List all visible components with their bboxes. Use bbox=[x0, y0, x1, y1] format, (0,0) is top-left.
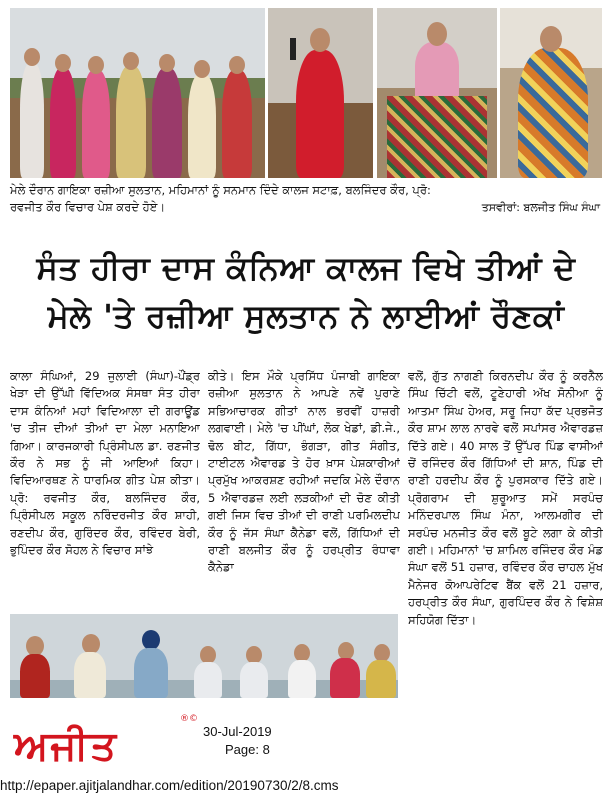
caption-line-2: ਰਵਜੀਤ ਕੌਰ ਵਿਚਾਰ ਪੇਸ਼ ਕਰਦੇ ਹੋਏ। bbox=[10, 200, 166, 214]
photo-woman-in-phulkari bbox=[500, 8, 602, 178]
article-column-1 bbox=[10, 368, 200, 610]
edition-date: 30-Jul-2019 bbox=[203, 724, 272, 739]
headline-line-1: ਸੰਤ ਹੀਰਾ ਦਾਸ ਕੰਨਿਆ ਕਾਲਜ ਵਿਖੇ ਤੀਆਂ ਦੇ bbox=[36, 249, 576, 287]
ajit-logo: ਅਜੀਤ bbox=[14, 722, 119, 769]
headline bbox=[10, 244, 602, 340]
registered-mark: ®© bbox=[180, 714, 198, 724]
page-number: Page: 8 bbox=[225, 742, 270, 757]
photo-speaker-at-lectern bbox=[377, 8, 497, 178]
caption-line-1: ਮੇਲੇ ਦੌਰਾਨ ਗਾਇਕਾ ਰਜ਼ੀਆ ਸੁਲਤਾਨ, ਮਹਿਮਾਨਾਂ ਨੂੰ ਸਨਮਾਨ ਦਿੰਦੇ ਕਾਲਜ ਸਟਾਫ਼, ਬਲਜਿੰਦਰ ਕੌਰ, ਪ੍ਰੋ: bbox=[10, 183, 431, 197]
photo-credit: ਤਸਵੀਰਾਂ: ਬਲਜੀਤ ਸਿੰਘ ਸੰਘਾ bbox=[481, 201, 600, 214]
photo-singer-performing bbox=[268, 8, 373, 178]
photo-caption bbox=[10, 182, 602, 216]
photo-group-staff bbox=[10, 614, 398, 698]
photo-honouring-guests bbox=[10, 8, 265, 178]
headline-line-2: ਮੇਲੇ 'ਤੇ ਰਜ਼ੀਆ ਸੁਲਤਾਨ ਨੇ ਲਾਈਆਂ ਰੌਣਕਾਂ bbox=[47, 297, 565, 335]
article-text: ਕਾਲਾ ਸੰਘਿਆਂ, 29 ਜੁਲਾਈ (ਸੰਘਾ)-ਪੌਂਡ੍ਰ ਖੇੜਾ ਦੀ ਉੱਘੀ ਵਿੱਦਿਅਕ ਸੰਸਥਾ ਸੰਤ ਹੀਰਾ ਦਾਸ ਕੰਨਿਆਂ ਮਹਾਂ ਵਿਦਿਆਲਾ ਦੀ ਗਰਾਊਂਡ 'ਚ ਤੀਜ ਦੀਆਂ ਤੀਆਂ ਦਾ ਮੇਲਾ ਮਨਾਇਆ ਗਿਆ। ਕਾਰਜਕਾਰੀ ਪ੍ਰਿੰਸੀਪਲ ਡਾ. ਰਣਜੀਤ ਕੌਰ ਨੇ ਸਭ ਨੂੰ ਜੀ ਆਇਆਂ ਕਿਹਾ। ਵਿਦਿਆਰਥਣ ਨੇ ਧਾਰਮਿਕ ਗੀਤ ਪੇਸ਼ ਕੀਤਾ। ਪ੍ਰੋ: ਰਵਜੀਤ ਕੌਰ, ਬਲਜਿੰਦਰ ਕੌਰ, ਪ੍ਰਿੰਸੀਪਲ ਸਕੂਲ ਨਰਿੰਦਰਜੀਤ ਕੌਰ ਸ਼ਾਹੀ, ਰਣਦੀਪ ਕੌਰ, ਗੁਰਿੰਦਰ ਕੌਰ, ਰਵਿੰਦਰ ਬੇਰੀ, ਭੁਪਿੰਦਰ ਕੌਰ ਸੋਹਲ ਨੇ ਵਿਚਾਰ ਸਾਂਝੇ bbox=[10, 369, 200, 558]
article-column-3 bbox=[408, 368, 603, 708]
source-url[interactable]: http://epaper.ajitjalandhar.com/edition/20190730/2/8.cms bbox=[0, 778, 339, 793]
article-text: ਕੀਤੇ। ਇਸ ਮੌਕੇ ਪ੍ਰਸਿੱਧ ਪੰਜਾਬੀ ਗਾਇਕਾ ਰਜ਼ੀਆ ਸੁਲਤਾਨ ਨੇ ਆਪਣੇ ਨਵੇਂ ਪੁਰਾਣੇ ਸਭਿਆਚਾਰਕ ਗੀਤਾਂ ਨਾਲ ਭਰਵੀਂ ਹਾਜ਼ਰੀ ਲਗਵਾਈ। ਮੇਲੇ 'ਚ ਪੀਂਘਾਂ, ਲੋਕ ਖੇਡਾਂ, ਡੀ.ਜੇ., ਢੋਲ ਬੀਟ, ਗਿੱਧਾ, ਭੰਗੜਾ, ਗੀਤ ਸੰਗੀਤ, ਟਾਈਟਲ ਐਵਾਰਡ ਤੇ ਹੋਰ ਖ਼ਾਸ ਪੇਸ਼ਕਾਰੀਆਂ ਪ੍ਰਮੁੱਖ ਆਕਰਸ਼ਣ ਰਹੀਆਂ ਜਦਕਿ ਮੇਲੇ ਦੌਰਾਨ 5 ਐਵਾਰਡਜ਼ ਲਈ ਲੜਕੀਆਂ ਦੀ ਚੋਣ ਕੀਤੀ ਗਈ ਜਿਸ ਵਿਚ ਤੀਆਂ ਦੀ ਰਾਣੀ ਪਰਮਿਲਦੀਪ ਕੌਰ ਨੂੰ ਜੱਸ ਸੰਘਾ ਕੈਨੇਡਾ ਵਲੋਂ, ਗਿੱਧਿਆਂ ਦੀ ਰਾਣੀ ਬਲਜੀਤ ਕੌਰ ਨੂੰ ਹਰਪ੍ਰੀਤ ਰੰਧਾਵਾ ਕੈਨੇਡਾ bbox=[208, 369, 400, 575]
article-text: ਵਲੋਂ, ਗੁੱਤ ਨਾਗਣੀ ਕਿਰਨਦੀਪ ਕੌਰ ਨੂੰ ਕਰਨੈਲ ਸਿੰਘ ਚਿੱਟੀ ਵਲੋਂ, ਟੂਣੇਹਾਰੀ ਅੱਖ ਸੋਨੀਆ ਨੂੰ ਆਤਮਾ ਸਿੰਘ ਹੇਅਰ, ਸਰੂ ਜਿਹਾ ਕੱਦ ਪ੍ਰਭਜੋਤ ਕੌਰ ਸ਼ਾਮ ਲਾਲ ਨਾਰਵੇ ਵਲੋਂ ਸਪਾਂਸਰ ਐਵਾਰਡਜ਼ ਦਿੱਤੇ ਗਏ। 40 ਸਾਲ ਤੋਂ ਉੱਪਰ ਪਿੰਡ ਵਾਸੀਆਂ ਚੋਂ ਰਜਿੰਦਰ ਕੌਰ ਗਿੱਧਿਆਂ ਦੀ ਸ਼ਾਨ, ਪਿੰਡ ਦੀ ਰਾਣੀ ਹਰਦੀਪ ਕੌਰ ਨੂੰ ਪੁਰਸਕਾਰ ਦਿੱਤੇ ਗਏ। ਪ੍ਰੋਗਰਾਮ ਦੀ ਸ਼ੁਰੂਆਤ ਸਮੇਂ ਸਰਪੰਚ ਮਨਿੰਦਰਪਾਲ ਸਿੰਘ ਮੰਨਾ, ਆਲਮਗੀਰ ਦੀ ਸਰਪੰਚ ਮਨਜੀਤ ਕੌਰ ਵਲੋਂ ਬੂਟੇ ਲਗਾ ਕੇ ਕੀਤੀ ਗਈ। ਮਹਿਮਾਨਾਂ 'ਚ ਸ਼ਾਮਿਲ ਰਜਿੰਦਰ ਕੌਰ ਮੰਡ ਸੰਘਾ ਵਲੋਂ 51 ਹਜ਼ਾਰ, ਰਵਿੰਦਰ ਕੌਰ ਚਾਹਲ ਮੁੱਖ ਮੈਨੇਜਰ ਕੋਆਪਰੇਟਿਵ ਬੈਂਕ ਵਲੋਂ 21 ਹਜ਼ਾਰ, ਹਰਪ੍ਰੀਤ ਕੌਰ ਸੰਘਾ, ਗੁਰਪਿੰਦਰ ਕੌਰ ਨੇ ਵਿਸ਼ੇਸ਼ ਸਹਿਯੋਗ ਦਿੱਤਾ। bbox=[408, 369, 603, 627]
